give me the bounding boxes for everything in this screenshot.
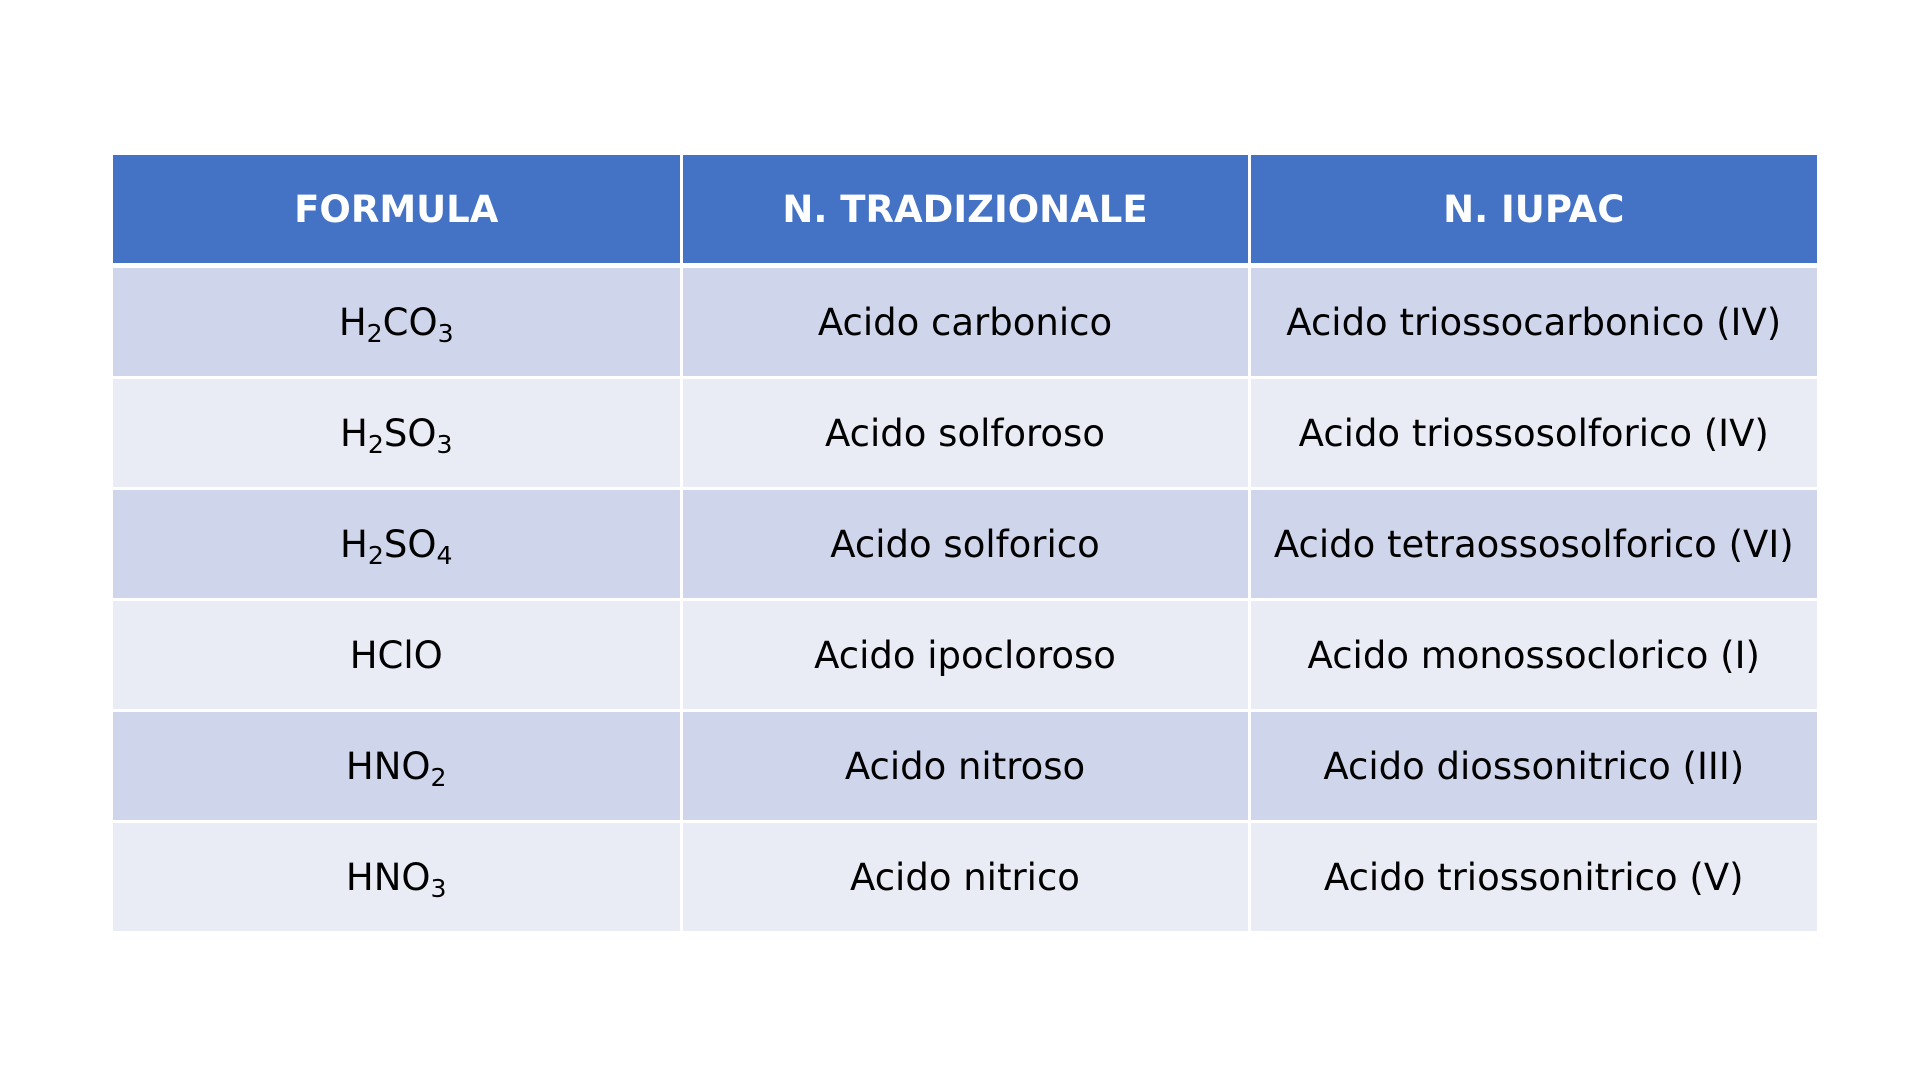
iupac-name-cell: Acido triossonitrico (V) xyxy=(1249,822,1817,932)
iupac-name-cell: Acido diossonitrico (III) xyxy=(1249,711,1817,822)
formula-cell xyxy=(113,711,681,822)
iupac-name-cell: Acido triossocarbonico (IV) xyxy=(1249,266,1817,378)
traditional-name-cell: Acido carbonico xyxy=(681,266,1249,378)
formula-subscript: 4 xyxy=(436,540,453,570)
formula-cell xyxy=(113,822,681,932)
formula-text: H xyxy=(338,300,367,344)
traditional-name-cell: Acido solforoso xyxy=(681,378,1249,489)
formula-subscript: 3 xyxy=(436,429,453,459)
formula-text: SO xyxy=(383,522,437,566)
header-formula: FORMULA xyxy=(113,155,681,266)
formula-cell xyxy=(113,266,681,378)
iupac-name-cell: Acido monossoclorico (I) xyxy=(1249,600,1817,711)
formula-text: H xyxy=(340,522,368,566)
formula-subscript: 2 xyxy=(367,540,384,570)
iupac-name-cell: Acido triossosolforico (IV) xyxy=(1249,378,1817,489)
formula-text: H xyxy=(340,411,368,455)
traditional-name-cell: Acido nitrico xyxy=(681,822,1249,932)
formula-subscript: 3 xyxy=(437,318,454,348)
table-row xyxy=(113,378,1817,489)
table-header-row xyxy=(113,155,1817,266)
table-row xyxy=(113,822,1817,932)
header-iupac-name: N. IUPAC xyxy=(1249,155,1817,266)
table-row xyxy=(113,489,1817,600)
traditional-name-cell: Acido solforico xyxy=(681,489,1249,600)
formula-subscript: 2 xyxy=(430,762,447,792)
formula-text: HClO xyxy=(349,633,443,677)
table-body xyxy=(113,266,1817,932)
formula-text: CO xyxy=(382,300,438,344)
formula-text: SO xyxy=(383,411,437,455)
table-row xyxy=(113,711,1817,822)
iupac-name-cell: Acido tetraossosolforico (VI) xyxy=(1249,489,1817,600)
formula-text: HNO xyxy=(345,855,431,899)
traditional-name-cell: Acido ipocloroso xyxy=(681,600,1249,711)
traditional-name-cell: Acido nitroso xyxy=(681,711,1249,822)
formula-subscript: 2 xyxy=(367,429,384,459)
formula-cell xyxy=(113,600,681,711)
acids-table xyxy=(113,155,1817,931)
header-traditional-name: N. TRADIZIONALE xyxy=(681,155,1249,266)
formula-subscript: 3 xyxy=(430,873,447,903)
table-row xyxy=(113,600,1817,711)
formula-text: HNO xyxy=(345,744,431,788)
formula-cell xyxy=(113,378,681,489)
formula-cell xyxy=(113,489,681,600)
formula-subscript: 2 xyxy=(366,318,383,348)
table-row xyxy=(113,266,1817,378)
